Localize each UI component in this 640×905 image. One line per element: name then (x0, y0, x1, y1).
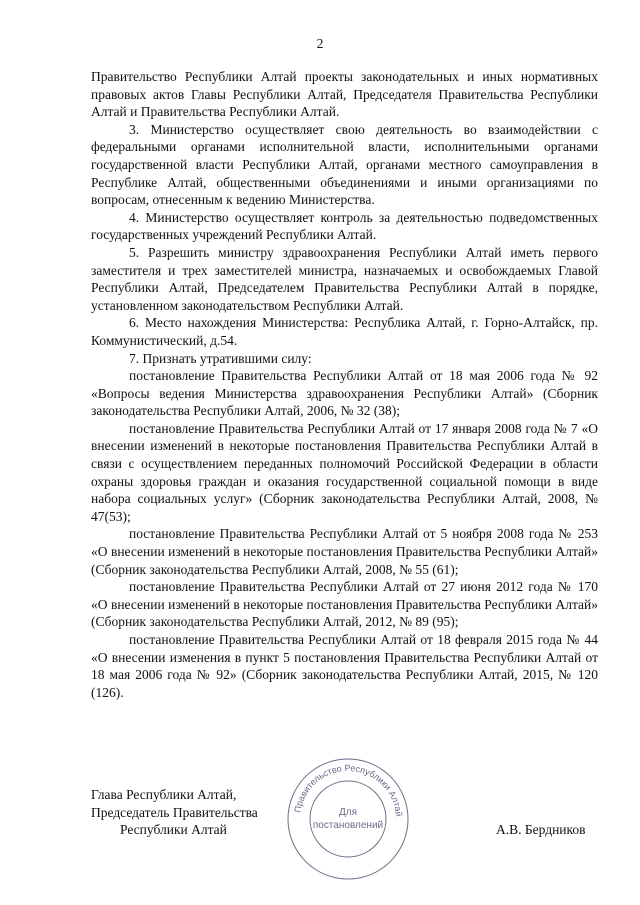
page-number: 2 (316, 36, 324, 51)
seal-inner-ring (310, 781, 386, 857)
paragraph-9: постановление Правительства Республики Алтай от 5 ноября 2008 года № 253 «О внесении изменений в некоторые постановления Правительства Республики Алтай» (Сборник законодательства Республики Алтай, 2008, № 55 (61); (91, 526, 598, 577)
seal-ring-text: Правительство Республики Алтай (292, 762, 404, 818)
signatory-title-line-2: Председатель Правительства (91, 804, 258, 820)
paragraph-7: постановление Правительства Республики Алтай от 18 мая 2006 года № 92 «Вопросы ведения Министерства здравоохранения Республики Алтай» (Сборник законодательства Республики Алтай, 2006, № 32 (38); (91, 368, 598, 419)
signatory-title-line-3: Республики Алтай (120, 822, 227, 838)
seal-center-line-1: Для (338, 807, 358, 818)
paragraph-2: 3. Министерство осуществляет свою деятельность во взаимодействии с федеральными органами исполнительной власти, исполнительными органами государственной власти Республики Алтай, органами местного самоуправления в Республике Алтай, общественными объединениями и иными организациями по вопросам, отнесенным к ведению Министерства. (91, 121, 598, 208)
paragraph-6: 7. Признать утратившими силу: (129, 350, 312, 366)
signatory-name: А.В. Бердников (496, 822, 586, 837)
paragraph-8: постановление Правительства Республики Алтай от 17 января 2008 года № 7 «О внесении изменений в некоторые постановления Правительства Республики Алтай в связи с осуществлением переданных полномочий Российской Федерации в области охраны здоровья граждан и оказания государственной социальной помощи в виде набора социальных услуг» (Сборник законодательства Республики Алтай, 2008, № 47(53); (91, 420, 598, 524)
seal-center-line-2: постановлений (312, 820, 384, 831)
document-body (91, 68, 598, 701)
paragraph-5: 6. Место нахождения Министерства: Республика Алтай, г. Горно-Алтайск, пр. Коммунистический, д.54. (91, 315, 598, 348)
seal-outer-ring (288, 759, 408, 879)
paragraph-10: постановление Правительства Республики Алтай от 27 июня 2012 года № 170 «О внесении изменений в некоторые постановления Правительства Республики Алтай» (Сборник законодательства Республики Алтай, 2012, № 89 (95); (91, 579, 598, 630)
paragraph-4: 5. Разрешить министру здравоохранения Республики Алтай иметь первого заместителя и трех заместителей министра, назначаемых и освобождаемых Главой Республики Алтай, Председателем Правительства Республики Алтай в порядке, установленном законодательством Республики Алтай. (91, 244, 598, 313)
paragraph-11: постановление Правительства Республики Алтай от 18 февраля 2015 года № 44 «О внесении изменения в пункт 5 постановления Правительства Республики Алтай от 18 мая 2006 года № 92» (Сборник законодательства Республики Алтай, 2015, № 120 (126). (91, 632, 598, 700)
signatory-title (91, 786, 291, 839)
paragraph-3: 4. Министерство осуществляет контроль за деятельностью подведомственных государственных учреждений Республики Алтай. (91, 209, 598, 243)
official-seal-stamp (283, 754, 413, 884)
paragraph-1: Правительство Республики Алтай проекты законодательных и иных нормативных правовых актов Главы Республики Алтай, Председателя Правительства Республики Алтай и Правительства Республики Алтай. (91, 69, 598, 120)
signatory-title-line-1: Глава Республики Алтай, (91, 787, 237, 802)
